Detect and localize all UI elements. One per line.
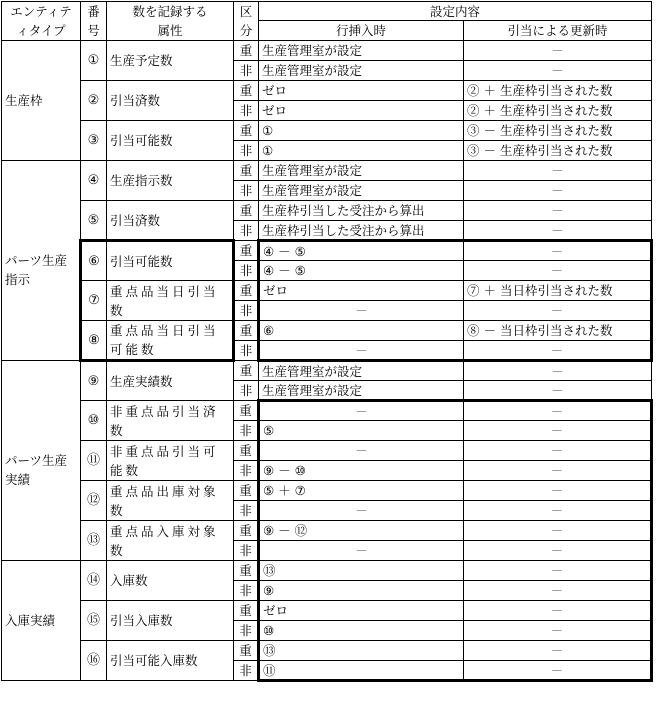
entity-type-cell: パーツ生産実績 bbox=[2, 361, 81, 561]
attribute-settings-table bbox=[1, 1, 653, 682]
kubun-cell: 重 bbox=[234, 401, 259, 421]
update-value-cell: － bbox=[464, 641, 652, 661]
update-value-cell: － bbox=[464, 541, 652, 561]
update-value-cell: ⑧ － 当日枠引当された数 bbox=[464, 321, 652, 341]
table-row bbox=[2, 161, 652, 181]
update-value-cell: － bbox=[464, 41, 652, 61]
update-value-cell: － bbox=[464, 481, 652, 501]
row-number: ⑫ bbox=[81, 481, 107, 521]
update-value-cell: － bbox=[464, 341, 652, 361]
header-on-update: 引当による更新時 bbox=[464, 21, 652, 41]
insert-value-cell: ④ － ⑤ bbox=[259, 261, 464, 281]
row-number: ④ bbox=[81, 161, 107, 201]
kubun-cell: 重 bbox=[234, 281, 259, 301]
kubun-cell: 重 bbox=[234, 361, 259, 381]
update-value-cell: － bbox=[464, 61, 652, 81]
update-value-cell: ② ＋ 生産枠引当された数 bbox=[464, 81, 652, 101]
update-value-cell: － bbox=[464, 181, 652, 201]
update-value-cell: － bbox=[464, 381, 652, 401]
insert-value-cell: － bbox=[259, 541, 464, 561]
header-content: 設定内容 bbox=[259, 2, 652, 21]
header-attribute: 数を記録する属性 bbox=[107, 2, 234, 41]
update-value-cell: ⑦ ＋ 当日枠引当された数 bbox=[464, 281, 652, 301]
insert-value-cell: 生産管理室が設定 bbox=[259, 61, 464, 81]
insert-value-cell: － bbox=[259, 301, 464, 321]
table-row bbox=[2, 81, 652, 101]
insert-value-cell: 生産管理室が設定 bbox=[259, 361, 464, 381]
update-value-cell: － bbox=[464, 421, 652, 441]
kubun-cell: 非 bbox=[234, 621, 259, 641]
kubun-cell: 非 bbox=[234, 181, 259, 201]
update-value-cell: － bbox=[464, 501, 652, 521]
insert-value-cell: ⑨ － ⑫ bbox=[259, 521, 464, 541]
row-number: ⑥ bbox=[81, 241, 107, 281]
kubun-cell: 非 bbox=[234, 61, 259, 81]
row-number: ⑤ bbox=[81, 201, 107, 241]
kubun-cell: 非 bbox=[234, 341, 259, 361]
kubun-cell: 重 bbox=[234, 121, 259, 141]
attribute-name: 重点品出庫対象数 bbox=[107, 481, 234, 521]
kubun-cell: 非 bbox=[234, 141, 259, 161]
insert-value-cell: ⑥ bbox=[259, 321, 464, 341]
insert-value-cell: ゼロ bbox=[259, 601, 464, 621]
kubun-cell: 重 bbox=[234, 601, 259, 621]
insert-value-cell: 生産管理室が設定 bbox=[259, 381, 464, 401]
insert-value-cell: ⑤ ＋ ⑦ bbox=[259, 481, 464, 501]
kubun-cell: 非 bbox=[234, 581, 259, 601]
table-row bbox=[2, 561, 652, 581]
kubun-cell: 重 bbox=[234, 561, 259, 581]
insert-value-cell: － bbox=[259, 341, 464, 361]
table-row bbox=[2, 201, 652, 221]
update-value-cell: － bbox=[464, 301, 652, 321]
attribute-name: 生産予定数 bbox=[107, 41, 234, 81]
kubun-cell: 重 bbox=[234, 81, 259, 101]
update-value-cell: － bbox=[464, 661, 652, 681]
update-value-cell: － bbox=[464, 521, 652, 541]
kubun-cell: 重 bbox=[234, 641, 259, 661]
update-value-cell: ③ － 生産枠引当された数 bbox=[464, 141, 652, 161]
insert-value-cell: ⑪ bbox=[259, 661, 464, 681]
kubun-cell: 非 bbox=[234, 301, 259, 321]
insert-value-cell: 生産管理室が設定 bbox=[259, 41, 464, 61]
attribute-name: 引当可能入庫数 bbox=[107, 641, 234, 681]
kubun-cell: 重 bbox=[234, 321, 259, 341]
kubun-cell: 非 bbox=[234, 381, 259, 401]
kubun-cell: 重 bbox=[234, 241, 259, 261]
update-value-cell: － bbox=[464, 401, 652, 421]
update-value-cell: － bbox=[464, 161, 652, 181]
update-value-cell: － bbox=[464, 581, 652, 601]
entity-type-cell: パーツ生産指示 bbox=[2, 161, 81, 361]
attribute-name: 生産実績数 bbox=[107, 361, 234, 401]
table-row bbox=[2, 281, 652, 301]
update-value-cell: － bbox=[464, 601, 652, 621]
row-number: ⑯ bbox=[81, 641, 107, 681]
kubun-cell: 重 bbox=[234, 521, 259, 541]
entity-type-cell: 生産枠 bbox=[2, 41, 81, 161]
kubun-cell: 非 bbox=[234, 421, 259, 441]
update-value-cell: － bbox=[464, 361, 652, 381]
insert-value-cell: － bbox=[259, 501, 464, 521]
attribute-name: 重点品当日引当数 bbox=[107, 281, 234, 321]
kubun-cell: 重 bbox=[234, 161, 259, 181]
table-row bbox=[2, 521, 652, 541]
insert-value-cell: ① bbox=[259, 141, 464, 161]
kubun-cell: 重 bbox=[234, 41, 259, 61]
update-value-cell: ③ － 生産枠引当された数 bbox=[464, 121, 652, 141]
header-number: 番号 bbox=[81, 2, 107, 41]
insert-value-cell: 生産枠引当した受注から算出 bbox=[259, 221, 464, 241]
kubun-cell: 非 bbox=[234, 461, 259, 481]
insert-value-cell: 生産管理室が設定 bbox=[259, 181, 464, 201]
kubun-cell: 非 bbox=[234, 661, 259, 681]
insert-value-cell: 生産管理室が設定 bbox=[259, 161, 464, 181]
row-number: ① bbox=[81, 41, 107, 81]
row-number: ⑬ bbox=[81, 521, 107, 561]
insert-value-cell: ⑩ bbox=[259, 621, 464, 641]
update-value-cell: ② ＋ 生産枠引当された数 bbox=[464, 101, 652, 121]
table-row bbox=[2, 401, 652, 421]
insert-value-cell: － bbox=[259, 401, 464, 421]
row-number: ⑩ bbox=[81, 401, 107, 441]
row-number: ⑭ bbox=[81, 561, 107, 601]
attribute-name: 引当済数 bbox=[107, 81, 234, 121]
kubun-cell: 非 bbox=[234, 221, 259, 241]
attribute-name: 入庫数 bbox=[107, 561, 234, 601]
insert-value-cell: ゼロ bbox=[259, 281, 464, 301]
kubun-cell: 非 bbox=[234, 541, 259, 561]
kubun-cell: 非 bbox=[234, 261, 259, 281]
attribute-name: 非重点品引当済数 bbox=[107, 401, 234, 441]
insert-value-cell: ⑬ bbox=[259, 641, 464, 661]
table-row bbox=[2, 241, 652, 261]
table-row bbox=[2, 441, 652, 461]
header-entity-type: エンティティタイプ bbox=[2, 2, 81, 41]
table-row bbox=[2, 361, 652, 381]
insert-value-cell: ゼロ bbox=[259, 81, 464, 101]
kubun-cell: 非 bbox=[234, 101, 259, 121]
kubun-cell: 重 bbox=[234, 481, 259, 501]
update-value-cell: － bbox=[464, 461, 652, 481]
insert-value-cell: ⑬ bbox=[259, 561, 464, 581]
row-number: ③ bbox=[81, 121, 107, 161]
attribute-name: 非重点品引当可能数 bbox=[107, 441, 234, 481]
kubun-cell: 重 bbox=[234, 441, 259, 461]
update-value-cell: － bbox=[464, 621, 652, 641]
entity-type-cell: 入庫実績 bbox=[2, 561, 81, 681]
kubun-cell: 重 bbox=[234, 201, 259, 221]
insert-value-cell: ① bbox=[259, 121, 464, 141]
attribute-name: 引当可能数 bbox=[107, 241, 234, 281]
table-row bbox=[2, 121, 652, 141]
table-row bbox=[2, 41, 652, 61]
insert-value-cell: ⑨ － ⑩ bbox=[259, 461, 464, 481]
table-row bbox=[2, 641, 652, 661]
attribute-name: 引当可能数 bbox=[107, 121, 234, 161]
attribute-name: 重点品入庫対象数 bbox=[107, 521, 234, 561]
attribute-name: 重点品当日引当可能数 bbox=[107, 321, 234, 361]
insert-value-cell: ⑤ bbox=[259, 421, 464, 441]
update-value-cell: － bbox=[464, 241, 652, 261]
update-value-cell: － bbox=[464, 441, 652, 461]
attribute-name: 生産指示数 bbox=[107, 161, 234, 201]
update-value-cell: － bbox=[464, 201, 652, 221]
update-value-cell: － bbox=[464, 261, 652, 281]
insert-value-cell: ④ － ⑤ bbox=[259, 241, 464, 261]
insert-value-cell: ⑨ bbox=[259, 581, 464, 601]
row-number: ⑦ bbox=[81, 281, 107, 321]
row-number: ⑪ bbox=[81, 441, 107, 481]
attribute-name: 引当入庫数 bbox=[107, 601, 234, 641]
row-number: ⑨ bbox=[81, 361, 107, 401]
insert-value-cell: 生産枠引当した受注から算出 bbox=[259, 201, 464, 221]
insert-value-cell: ゼロ bbox=[259, 101, 464, 121]
row-number: ⑮ bbox=[81, 601, 107, 641]
table-row bbox=[2, 601, 652, 621]
update-value-cell: － bbox=[464, 561, 652, 581]
header-kubun: 区分 bbox=[234, 2, 259, 41]
header-on-insert: 行挿入時 bbox=[259, 21, 464, 41]
kubun-cell: 非 bbox=[234, 501, 259, 521]
table-row bbox=[2, 481, 652, 501]
update-value-cell: － bbox=[464, 221, 652, 241]
row-number: ⑧ bbox=[81, 321, 107, 361]
attribute-name: 引当済数 bbox=[107, 201, 234, 241]
insert-value-cell: － bbox=[259, 441, 464, 461]
row-number: ② bbox=[81, 81, 107, 121]
table-row bbox=[2, 321, 652, 341]
